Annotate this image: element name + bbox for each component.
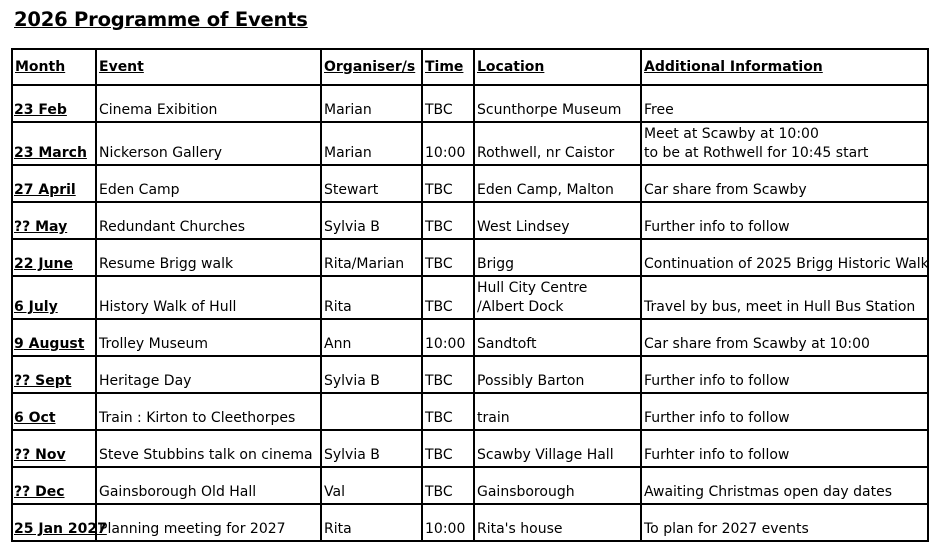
time-cell: TBC	[422, 356, 474, 393]
additional-info-cell	[641, 430, 928, 467]
event-cell: Resume Brigg walk	[96, 239, 321, 276]
month-cell: 25 Jan 2027	[12, 504, 96, 541]
additional-info-cell-line: Meet at Scawby at 10:00	[644, 126, 819, 142]
time-cell: TBC	[422, 202, 474, 239]
organiser-cell: Sylvia B	[321, 430, 422, 467]
organiser-cell: Marian	[321, 122, 422, 165]
location-cell-line: Rothwell, nr Caistor	[477, 145, 615, 161]
event-cell: Trolley Museum	[96, 319, 321, 356]
time-cell: TBC	[422, 467, 474, 504]
additional-info-cell-line: Car share from Scawby	[644, 182, 807, 198]
table-row	[12, 202, 928, 239]
month-cell: ?? Nov	[12, 430, 96, 467]
event-cell: Cinema Exibition	[96, 85, 321, 122]
time-cell: 10:00	[422, 122, 474, 165]
month-cell: 6 Oct	[12, 393, 96, 430]
month-cell: 6 July	[12, 276, 96, 319]
location-cell-line: train	[477, 410, 510, 426]
location-cell	[474, 122, 641, 165]
location-cell-line: Hull City Centre	[477, 280, 588, 296]
additional-info-cell-line: Free	[644, 102, 674, 118]
table-row	[12, 393, 928, 430]
organiser-cell: Rita	[321, 504, 422, 541]
table-row	[12, 165, 928, 202]
location-cell-line: Rita's house	[477, 521, 563, 537]
location-cell	[474, 430, 641, 467]
location-cell	[474, 319, 641, 356]
header-organisers: Organiser/s	[321, 49, 422, 85]
location-cell	[474, 276, 641, 319]
location-cell	[474, 239, 641, 276]
organiser-cell: Sylvia B	[321, 202, 422, 239]
location-cell-line: Eden Camp, Malton	[477, 182, 614, 198]
location-cell-line: Brigg	[477, 256, 515, 272]
header-location: Location	[474, 49, 641, 85]
additional-info-cell-line: Awaiting Christmas open day dates	[644, 484, 893, 500]
organiser-cell: Rita/Marian	[321, 239, 422, 276]
additional-info-cell-line: Travel by bus, meet in Hull Bus Station	[644, 299, 916, 315]
time-cell: 10:00	[422, 504, 474, 541]
month-cell: ?? May	[12, 202, 96, 239]
header-time: Time	[422, 49, 474, 85]
location-cell	[474, 202, 641, 239]
organiser-cell: Rita	[321, 276, 422, 319]
additional-info-cell	[641, 122, 928, 165]
additional-info-cell	[641, 202, 928, 239]
additional-info-cell	[641, 319, 928, 356]
time-cell: TBC	[422, 430, 474, 467]
event-rows	[12, 85, 928, 541]
month-cell: 23 March	[12, 122, 96, 165]
location-cell-line: /Albert Dock	[477, 299, 564, 315]
month-cell: 9 August	[12, 319, 96, 356]
events-table	[11, 48, 929, 542]
additional-info-cell-line: Further info to follow	[644, 373, 790, 389]
additional-info-cell	[641, 239, 928, 276]
location-cell-line: Scunthorpe Museum	[477, 102, 622, 118]
additional-info-cell-line: Car share from Scawby at 10:00	[644, 336, 870, 352]
additional-info-cell	[641, 467, 928, 504]
table-row	[12, 504, 928, 541]
additional-info-cell-line: Continuation of 2025 Brigg Historic Walk	[644, 256, 929, 272]
table-row	[12, 122, 928, 165]
table-row	[12, 319, 928, 356]
event-cell: Redundant Churches	[96, 202, 321, 239]
location-cell	[474, 356, 641, 393]
table-row	[12, 356, 928, 393]
month-cell: ?? Sept	[12, 356, 96, 393]
location-cell-line: Sandtoft	[477, 336, 537, 352]
month-cell: 23 Feb	[12, 85, 96, 122]
additional-info-cell-line: Further info to follow	[644, 219, 790, 235]
event-cell: Heritage Day	[96, 356, 321, 393]
location-cell-line: Scawby Village Hall	[477, 447, 614, 463]
location-cell	[474, 85, 641, 122]
location-cell	[474, 393, 641, 430]
event-cell: Steve Stubbins talk on cinema	[96, 430, 321, 467]
table-row	[12, 239, 928, 276]
location-cell	[474, 165, 641, 202]
additional-info-cell	[641, 276, 928, 319]
location-cell	[474, 467, 641, 504]
additional-info-cell	[641, 165, 928, 202]
header-event: Event	[96, 49, 321, 85]
additional-info-cell-line: To plan for 2027 events	[644, 521, 809, 537]
month-cell: 27 April	[12, 165, 96, 202]
event-cell: Gainsborough Old Hall	[96, 467, 321, 504]
organiser-cell: Ann	[321, 319, 422, 356]
month-cell: ?? Dec	[12, 467, 96, 504]
time-cell: TBC	[422, 85, 474, 122]
table-row	[12, 276, 928, 319]
additional-info-cell-line: Further info to follow	[644, 410, 790, 426]
organiser-cell: Val	[321, 467, 422, 504]
location-cell-line: West Lindsey	[477, 219, 570, 235]
additional-info-cell	[641, 393, 928, 430]
time-cell: TBC	[422, 276, 474, 319]
additional-info-cell	[641, 356, 928, 393]
organiser-cell: Stewart	[321, 165, 422, 202]
document-title: 2026 Programme of Events	[14, 8, 308, 31]
additional-info-cell-line: to be at Rothwell for 10:45 start	[644, 145, 869, 161]
header-row	[12, 49, 928, 85]
organiser-cell: Marian	[321, 85, 422, 122]
additional-info-cell	[641, 504, 928, 541]
location-cell-line: Possibly Barton	[477, 373, 585, 389]
location-cell	[474, 504, 641, 541]
time-cell: TBC	[422, 165, 474, 202]
event-cell: Train : Kirton to Cleethorpes	[96, 393, 321, 430]
event-cell: History Walk of Hull	[96, 276, 321, 319]
organiser-cell: Sylvia B	[321, 356, 422, 393]
event-cell: Nickerson Gallery	[96, 122, 321, 165]
header-additional-information: Additional Information	[641, 49, 928, 85]
location-cell-line: Gainsborough	[477, 484, 575, 500]
time-cell: TBC	[422, 393, 474, 430]
additional-info-cell-line: Furhter info to follow	[644, 447, 790, 463]
organiser-cell	[321, 393, 422, 430]
event-cell: Eden Camp	[96, 165, 321, 202]
table-row	[12, 467, 928, 504]
table-row	[12, 85, 928, 122]
month-cell: 22 June	[12, 239, 96, 276]
time-cell: 10:00	[422, 319, 474, 356]
header-month: Month	[12, 49, 96, 85]
table-row	[12, 430, 928, 467]
event-cell: Planning meeting for 2027	[96, 504, 321, 541]
time-cell: TBC	[422, 239, 474, 276]
additional-info-cell	[641, 85, 928, 122]
